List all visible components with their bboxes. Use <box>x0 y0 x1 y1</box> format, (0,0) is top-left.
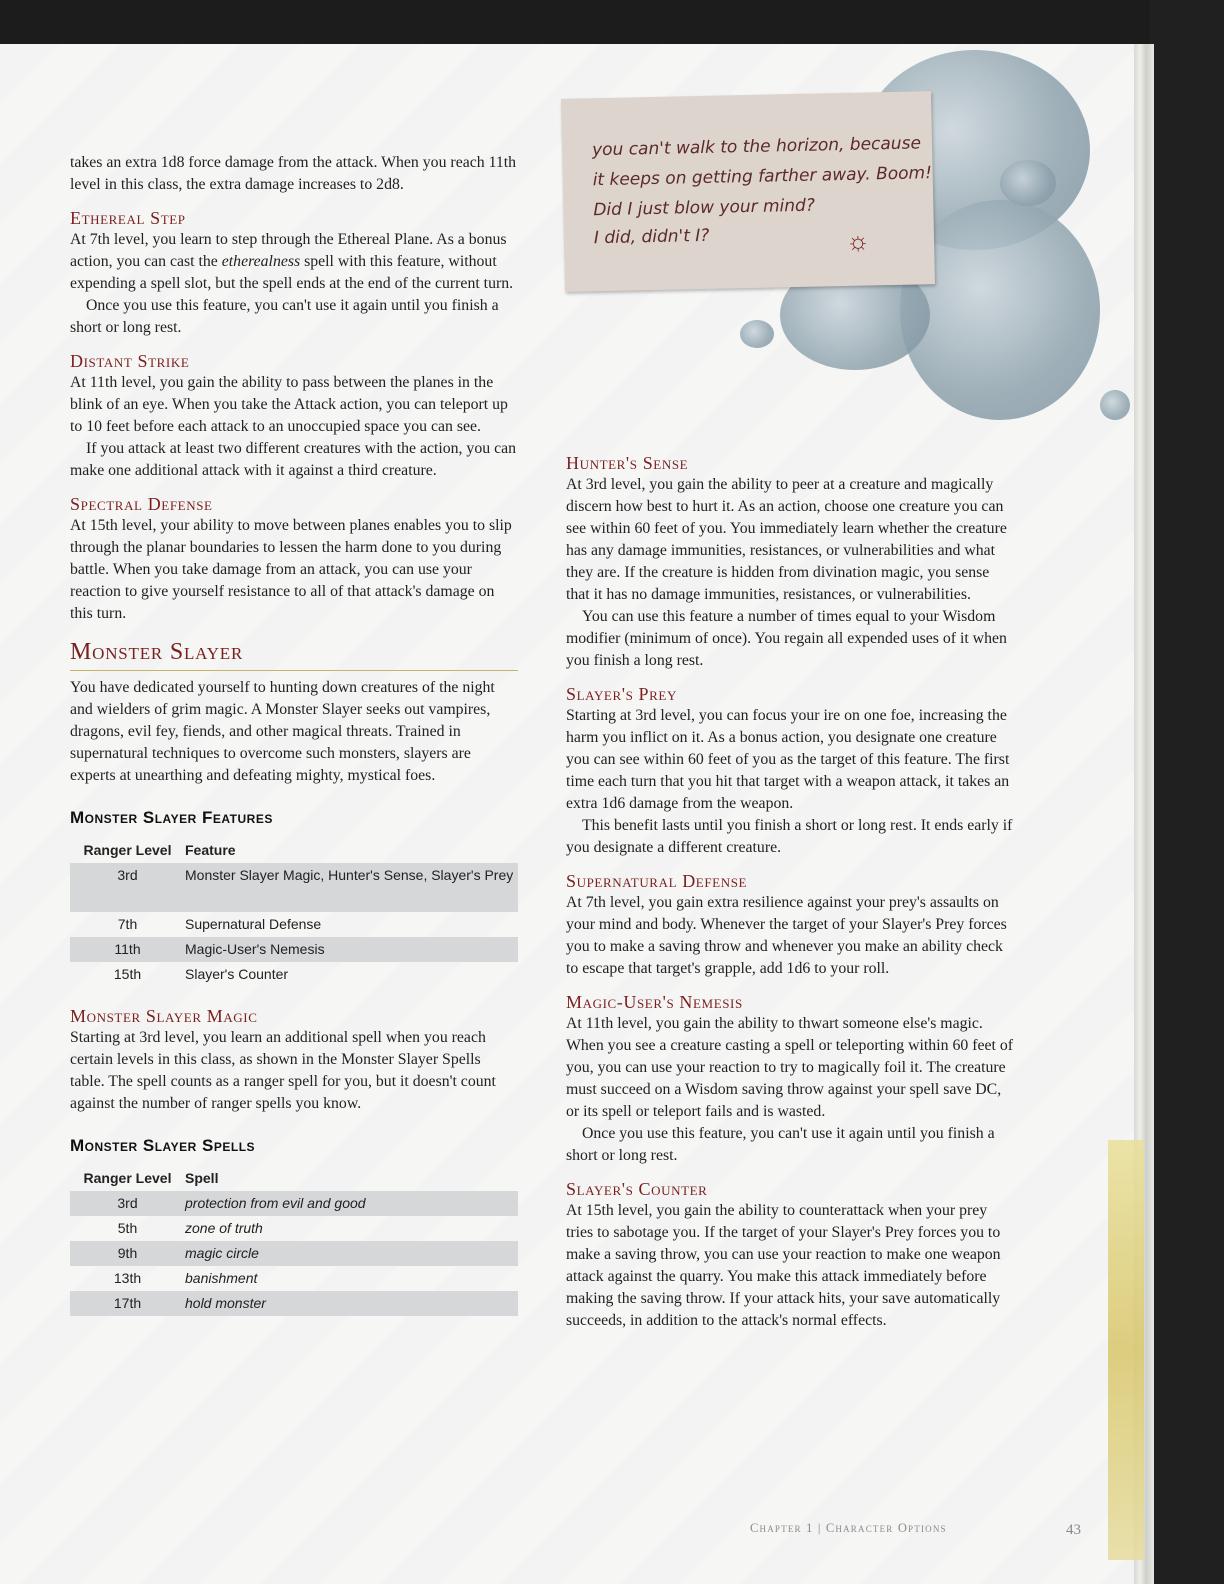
note-line: Did I just blow your mind? <box>593 195 816 221</box>
spells-table <box>70 1165 518 1316</box>
table-cell: Monster Slayer Magic, Hunter's Sense, Slayer's Prey <box>185 863 518 912</box>
table-cell: Supernatural Defense <box>185 916 322 932</box>
gold-corner-decoration <box>1108 1140 1144 1560</box>
table-row <box>70 1291 518 1316</box>
table-cell: 15th <box>113 966 142 982</box>
spells-table-title: Monster Slayer Spells <box>70 1136 256 1155</box>
table-cell: 17th <box>70 1291 185 1316</box>
table-row <box>70 937 518 962</box>
heading-monster-slayer-magic: Monster Slayer Magic <box>70 1006 258 1026</box>
table-row <box>70 1266 518 1291</box>
table-cell: magic circle <box>185 1241 518 1266</box>
note-line: it keeps on getting farther away. Boom! <box>592 163 933 191</box>
paragraph: At 7th level, you learn to step through the Ethereal Plane. As a bonus action, you can cast the etherealness spell with this feature, without expending a spell slot, but the spell ends at the end of the current turn. <box>70 231 514 292</box>
ink-splatter <box>1000 160 1056 206</box>
table-row <box>70 962 518 987</box>
table-cell: Slayer's Counter <box>185 966 289 982</box>
column-header: Ranger Level <box>83 1170 172 1186</box>
page-number: 43 <box>1066 1522 1081 1538</box>
table-cell: banishment <box>185 1270 258 1286</box>
paragraph: At 11th level, you gain the ability to pass between the planes in the blink of an eye. When you take the Attack action, you can teleport up to 10 feet before each attack to an unoccupied space you can see. <box>70 374 508 435</box>
table-cell: 9th <box>70 1241 185 1266</box>
heading-magic-users-nemesis: Magic-User's Nemesis <box>566 992 743 1012</box>
scan-background-right <box>1150 0 1224 1584</box>
section-title-monster-slayer: Monster Slayer <box>70 638 518 671</box>
paragraph: You can use this feature a number of times equal to your Wisdom modifier (minimum of once). You regain all expended uses of it when you finish a long rest. <box>566 608 1007 669</box>
heading-hunters-sense: Hunter's Sense <box>566 453 689 473</box>
left-column <box>70 152 518 1316</box>
paragraph: At 7th level, you gain extra resilience against your prey's assaults on your mind and body. Whenever the target of your Slayer's Prey forces you to make a saving throw and whenever you make an ability check to escape that target's grapple, add 1d6 to your roll. <box>566 894 1007 977</box>
table-cell: 3rd <box>70 1191 185 1216</box>
paragraph: Starting at 3rd level, you learn an additional spell when you reach certain levels in this class, as shown in the Monster Slayer Spells table. The spell counts as a ranger spell for you, but it doesn't count against the number of ranger spells you know. <box>70 1029 496 1112</box>
sticky-note <box>561 91 935 292</box>
table-row <box>70 912 518 937</box>
paragraph: Once you use this feature, you can't use it again until you finish a short or long rest. <box>566 1125 995 1164</box>
paragraph: Starting at 3rd level, you can focus your ire on one foe, increasing the harm you inflict on it. As a bonus action, you designate one creature you can see within 60 feet of you as the target of this feature. The first time each turn that you hit that target with a weapon attack, it takes an extra 1d6 damage from the weapon. <box>566 707 1010 812</box>
table-header-row <box>70 1165 518 1191</box>
ink-splatter <box>740 320 774 348</box>
table-row <box>70 1191 518 1216</box>
table-cell: hold monster <box>185 1291 518 1316</box>
heading-supernatural-defense: Supernatural Defense <box>566 871 748 891</box>
table-cell: zone of truth <box>185 1220 263 1236</box>
heading-spectral-defense: Spectral Defense <box>70 494 213 514</box>
heading-distant-strike: Distant Strike <box>70 351 190 371</box>
paragraph: Once you use this feature, you can't use it again until you finish a short or long rest. <box>70 297 499 336</box>
features-table <box>70 837 518 987</box>
heading-slayers-counter: Slayer's Counter <box>566 1179 708 1199</box>
column-header: Spell <box>185 1170 219 1186</box>
table-row <box>70 1241 518 1266</box>
table-row <box>70 1216 518 1241</box>
ink-splatter <box>1100 390 1130 420</box>
table-row <box>70 863 518 912</box>
heading-ethereal-step: Ethereal Step <box>70 208 186 228</box>
column-header: Ranger Level <box>83 842 172 858</box>
paragraph: If you attack at least two different creatures with the action, you can make one additional attack with it against a third creature. <box>70 440 517 479</box>
intro-paragraph: takes an extra 1d8 force damage from the attack. When you reach 11th level in this class, the extra damage increases to 2d8. <box>70 154 517 193</box>
heading-slayers-prey: Slayer's Prey <box>566 684 677 704</box>
table-cell: 11th <box>70 937 185 962</box>
paragraph: At 11th level, you gain the ability to thwart someone else's magic. When you see a creature casting a spell or teleporting within 60 feet of you, you can use your reaction to try to magically foil it. The creature must succeed on a Wisdom saving throw against your spell save DC, or its spell or teleport fails and is wasted. <box>566 1015 1013 1120</box>
table-header-row <box>70 837 518 863</box>
paragraph: This benefit lasts until you finish a short or long rest. It ends early if you designate a different creature. <box>566 817 1013 856</box>
table-cell: 13th <box>113 1270 142 1286</box>
table-cell: 5th <box>117 1220 138 1236</box>
paragraph: At 3rd level, you gain the ability to peer at a creature and magically discern how best to hurt it. As an action, choose one creature you can see within 60 feet of you. You immediately learn whether the creature has any damage immunities, resistances, or vulnerabilities and what they are. If the creature is hidden from divination magic, you sense that it has no damage immunities, resistances, or vulnerabilities. <box>566 476 1007 603</box>
paragraph: You have dedicated yourself to hunting down creatures of the night and wielders of grim magic. A Monster Slayer seeks out vampires, dragons, evil fey, fiends, and other magical threats. Trained in supernatural techniques to overcome such monsters, slayers are experts at unearthing and defeating mighty, mystical foes. <box>70 679 495 784</box>
paragraph: At 15th level, you gain the ability to counterattack when your prey tries to sabotage you. If the target of your Slayer's Prey forces you to make a saving throw, you can use your reaction to make one weapon attack against the quarry. You make this attack immediately before making the saving throw. If your attack hits, your save automatically succeeds, in addition to the attack's normal effects. <box>566 1202 1001 1329</box>
features-table-title: Monster Slayer Features <box>70 808 273 827</box>
right-column <box>566 452 1014 1332</box>
note-line: I did, didn't I? <box>593 225 710 249</box>
column-header: Feature <box>185 842 236 858</box>
scan-background-top <box>0 0 1224 50</box>
paragraph: At 15th level, your ability to move between planes enables you to slip through the planar boundaries to lessen the harm done to you during battle. When you take damage from an attack, you can use your reaction to give yourself resistance to all of that attack's damage on this turn. <box>70 517 512 622</box>
table-cell: protection from evil and good <box>185 1191 518 1216</box>
table-cell: 3rd <box>70 863 185 912</box>
running-footer: Chapter 1 | Character Options <box>750 1521 947 1535</box>
table-cell: 7th <box>117 916 138 932</box>
note-line: you can't walk to the horizon, because <box>591 133 922 161</box>
sun-symbol-icon: ☼ <box>845 226 871 256</box>
table-cell: Magic-User's Nemesis <box>185 937 518 962</box>
